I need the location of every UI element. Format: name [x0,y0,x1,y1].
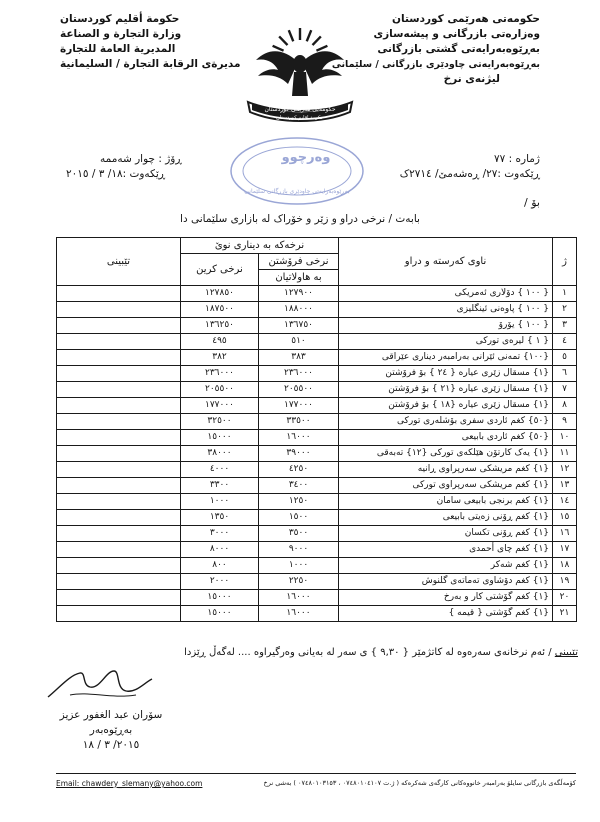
emblem-text: حکومة اقلیم کوردستان [276,115,324,121]
row-buy-price: ٣٢٥٠٠ [181,414,259,430]
signer-block [56,708,166,753]
row-sell-price: ١٣٦٧٥٠ [259,318,339,334]
footer-address: کۆمەڵگەی بازرگانی سایلۆ بەرامبەر خانووەکانی کارگەی شەکرەکە ( ژ.ت ٠٧٤٨٠١٠٤١٠٧ ، ٠٧٤٨٠١٠٣١٥٣ ) بەشی نرخ [263,779,576,787]
row-notes [57,494,181,510]
table-row [57,462,577,478]
row-number: ٥ [553,350,577,366]
header-kurdish-line: لیژنەی نرخ [443,73,500,85]
header-kurdish-line: بەڕێوەبەرایەتی گشتی بازرگانی [377,43,540,55]
row-notes [57,286,181,302]
table-row [57,430,577,446]
row-sell-price: ١٥٠٠ [259,510,339,526]
header-buy-price: نرخی کرین [181,254,259,286]
row-item-name: { ١٠٠ } پاوەنی ئینگلیزی [339,302,553,318]
row-sell-price: ١٢٧٩٠٠ [259,286,339,302]
table-row [57,398,577,414]
row-number: ١٥ [553,510,577,526]
stamp-text: بەڕێوەبەرایەتی چاودێری بازرگانی سلێمانی [244,188,350,195]
table-row [57,558,577,574]
table-row [57,414,577,430]
table-row [57,606,577,622]
row-notes [57,334,181,350]
row-buy-price: ٣٨٢ [181,350,259,366]
row-notes [57,446,181,462]
table-row [57,334,577,350]
stamp-text: وەرچوو [281,150,331,165]
header-notes: تێبینی [57,238,181,286]
note-text: / ئەم نرخانەی سەرەوە لە کاتژمێر { ٩,٣٠ } ی سەر لە بەیانی وەرگیراوە .... لەگەڵ ڕێزدا [184,647,552,658]
header-kurdish-line: وەزارەتی بازرگانی و پیشەسازی [373,28,540,40]
row-sell-price: ٢٠٥٥٠٠ [259,382,339,398]
row-sell-price: ١٦٠٠٠ [259,606,339,622]
header-row-number: ژ [553,238,577,286]
row-buy-price: ١٥٠٠٠ [181,590,259,606]
header-arabic-line: حکومة أقلیم کوردستان [60,13,180,25]
row-buy-price: ١٥٠٠٠ [181,430,259,446]
price-table [56,237,577,622]
row-item-name: {١} کغم دۆشاوی تەماتەی گلنوش [339,574,553,590]
row-notes [57,558,181,574]
row-notes [57,430,181,446]
letter-number: ژمارە : ٧٧ [494,153,540,165]
signer-name: سۆران عبد الغفور عزیز [59,709,163,721]
row-number: ١٨ [553,558,577,574]
row-notes [57,462,181,478]
row-sell-price: ٢٢٥٠ [259,574,339,590]
row-notes [57,414,181,430]
row-item-name: {١} کغم ڕۆنی زەیتی بابیعی [339,510,553,526]
row-buy-price: ٢٣٦٠٠٠ [181,366,259,382]
row-sell-price: ٣٥٠٠ [259,526,339,542]
row-number: ٣ [553,318,577,334]
row-number: ٤ [553,334,577,350]
table-row [57,590,577,606]
row-sell-price: ١٦٠٠٠ [259,590,339,606]
row-notes [57,302,181,318]
row-item-name: {١} مسقال زێری عیارە { ٢٤ } بۆ فرۆشتن [339,366,553,382]
table-row [57,542,577,558]
row-number: ١٦ [553,526,577,542]
row-buy-price: ١٥٠٠٠ [181,606,259,622]
row-item-name: {١} مسقال زێری عیارە {٢١ } بۆ فرۆشتن [339,382,553,398]
row-item-name: {١} مسقال زێری عیارە {١٨ } بۆ فرۆشتن [339,398,553,414]
row-item-name: {١} کغم گۆشتی کار و بەرخ [339,590,553,606]
row-sell-price: ٢٣٦٠٠٠ [259,366,339,382]
row-item-name: {١٠٠} تمەنی ئێرانی بەرامبەر دیناری عێراقی [339,350,553,366]
table-row [57,478,577,494]
row-notes [57,590,181,606]
emblem-text: حکومەتی هەرێمی کوردستان [264,106,336,113]
row-buy-price: ٣٨٠٠٠ [181,446,259,462]
row-item-name: {١} کغم مریشکی سەرپراوی ڕانیە [339,462,553,478]
row-buy-price: ١٣٦٢٥٠ [181,318,259,334]
table-row [57,446,577,462]
header-arabic-line: وزارة التجارة و الصناعة [60,28,182,40]
row-item-name: {٥٠} کغم ئاردی بابیعی [339,430,553,446]
footer-email: Email: chawdery_slemany@yahoo.com [56,779,203,788]
row-number: ٩ [553,414,577,430]
row-sell-price: ١٧٧٠٠٠ [259,398,339,414]
letter-day: ڕۆژ : چوار شەممە [100,153,182,165]
letter-date-kurdish: ڕێکەوت :٢٧/ ڕەشەمێ/ ٢٧١٤ک [399,168,540,180]
row-number: ١٢ [553,462,577,478]
row-sell-price: ٤٢٥٠ [259,462,339,478]
row-notes [57,542,181,558]
row-notes [57,398,181,414]
table-row [57,510,577,526]
row-buy-price: ٨٠٠٠ [181,542,259,558]
signer-title: بەڕێوەبەر [89,724,133,736]
row-notes [57,350,181,366]
row-number: ٢٠ [553,590,577,606]
row-buy-price: ٤٠٠٠ [181,462,259,478]
row-buy-price: ٨٠٠ [181,558,259,574]
row-number: ١٧ [553,542,577,558]
header-item-name: ناوی کەرستە و دراو [339,238,553,286]
row-sell-price: ١٠٠٠ [259,558,339,574]
table-row [57,366,577,382]
handwritten-signature [40,665,160,705]
outgoing-stamp-icon [228,135,366,207]
letter-day-block [66,152,182,182]
row-number: ١١ [553,446,577,462]
row-number: ٢ [553,302,577,318]
row-item-name: {١} کغم گۆشتی { قیمە } [339,606,553,622]
note-label: تێبینی [554,647,578,658]
header-sell-price-sub: بە هاولاتیان [259,270,339,286]
row-sell-price: ٩٠٠٠ [259,542,339,558]
letter-date: ڕێکەوت :١٨/ ٣ / ٢٠١٥ [66,168,166,180]
table-header-row [57,238,577,254]
recipient-line: بۆ / [524,196,540,209]
row-buy-price: ١٢٧٨٥٠ [181,286,259,302]
row-buy-price: ٤٩٥ [181,334,259,350]
header-arabic-line: المدیریة العامة للتجارة [60,43,176,55]
letter-subject: بابەت / نرخی دراو و زێر و خۆراک لە بازاری سلێمانی دا [180,213,420,225]
row-number: ١ [553,286,577,302]
row-number: ١٣ [553,478,577,494]
row-item-name: {١} یەک کارتۆن هێلکەی تورکی {١٢} تەبەقی [339,446,553,462]
row-sell-price: ١٨٨٠٠٠ [259,302,339,318]
table-row [57,302,577,318]
row-number: ٧ [553,382,577,398]
table-row [57,526,577,542]
header-kurdish-line: حکومەتی هەرێمی کوردستان [392,13,540,25]
row-number: ١٠ [553,430,577,446]
table-row [57,382,577,398]
table-note [18,647,578,658]
header-price-group: نرخەکە بە دیناری نوێ [181,238,339,254]
row-item-name: {١} کغم ڕۆنی تکسان [339,526,553,542]
row-notes [57,510,181,526]
row-sell-price: ٥١٠ [259,334,339,350]
row-number: ١٩ [553,574,577,590]
table-row [57,350,577,366]
row-number: ٨ [553,398,577,414]
header-arabic [60,12,260,72]
row-number: ٢١ [553,606,577,622]
row-item-name: {١} کغم چای أحمدی [339,542,553,558]
row-buy-price: ١٧٧٠٠٠ [181,398,259,414]
row-buy-price: ٣٠٠٠ [181,526,259,542]
row-notes [57,526,181,542]
row-notes [57,366,181,382]
row-number: ٦ [553,366,577,382]
row-notes [57,318,181,334]
header-arabic-line: مدیرةی الرقابة التجارة / السلیمانیة [60,58,241,70]
letter-number-block [400,152,540,182]
kurdistan-emblem-icon [238,18,362,128]
row-notes [57,606,181,622]
row-notes [57,382,181,398]
row-sell-price: ٣٨٣ [259,350,339,366]
signer-date: ٢٠١٥/ ٣ / ١٨ [82,739,140,751]
row-sell-price: ١٢٥٠ [259,494,339,510]
footer-divider [56,773,576,774]
table-row [57,318,577,334]
header-kurdish-line: بەڕێوەبەرایەتی چاودێری بازرگانی / سلێمانی [331,59,540,70]
row-sell-price: ١٦٠٠٠ [259,430,339,446]
row-buy-price: ١٠٠٠ [181,494,259,510]
row-sell-price: ٣٩٠٠٠ [259,446,339,462]
table-row [57,574,577,590]
row-item-name: {٥٠} کغم ئاردی سفری بۆشلەری تورکی [339,414,553,430]
row-buy-price: ٣٣٠٠ [181,478,259,494]
table-row [57,494,577,510]
row-item-name: { ١ } لیرەی تورکی [339,334,553,350]
row-buy-price: ٢٠٠٠ [181,574,259,590]
row-item-name: { ١٠٠ } دۆلاری ئەمریکی [339,286,553,302]
header-sell-price: نرخی فرۆشتن [259,254,339,270]
row-number: ١٤ [553,494,577,510]
row-buy-price: ١٣٥٠ [181,510,259,526]
table-row [57,286,577,302]
row-notes [57,574,181,590]
row-item-name: {١} کغم شەکر [339,558,553,574]
row-notes [57,478,181,494]
row-item-name: { ١٠٠ } یۆرۆ [339,318,553,334]
row-buy-price: ١٨٧٥٠٠ [181,302,259,318]
row-buy-price: ٢٠٥٥٠٠ [181,382,259,398]
row-item-name: {١} کغم برنجی بابیعی سامان [339,494,553,510]
row-sell-price: ٣٣٥٠٠ [259,414,339,430]
row-item-name: {١} کغم مریشکی سەرپراوی تورکی [339,478,553,494]
row-sell-price: ٣٤٠٠ [259,478,339,494]
